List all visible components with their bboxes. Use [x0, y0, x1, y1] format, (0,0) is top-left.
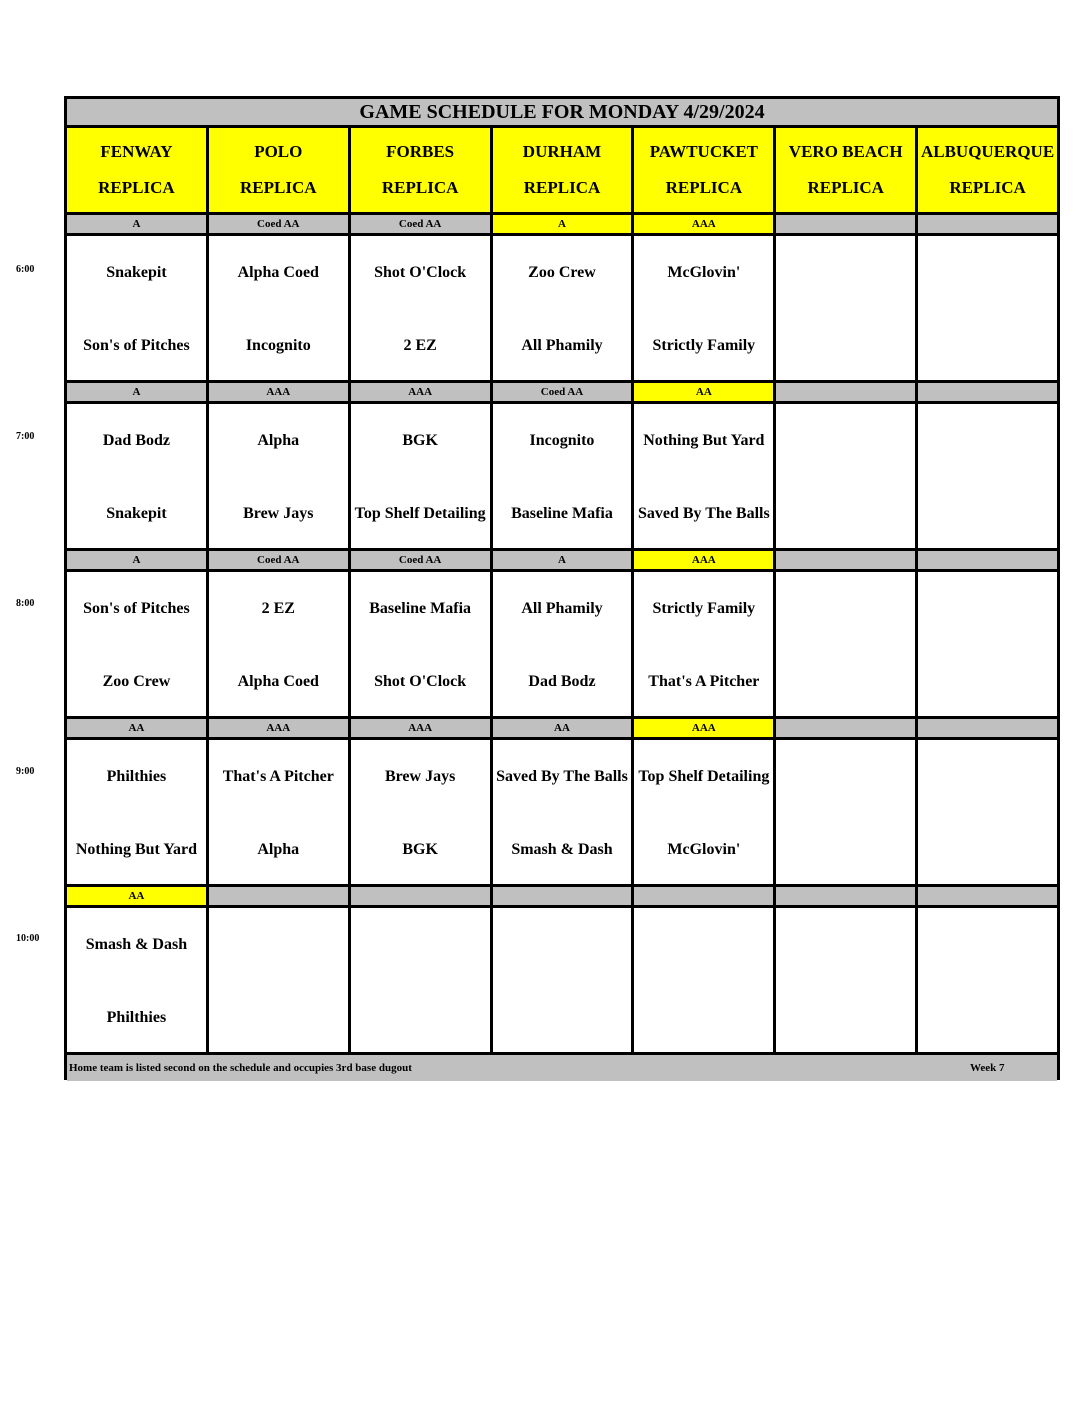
division-label: Coed AA: [351, 215, 490, 233]
field-sub: REPLICA: [381, 178, 459, 197]
game-cell: [209, 236, 348, 380]
away-team: Nothing But Yard: [643, 431, 765, 449]
away-team: [634, 922, 773, 966]
game-cell: [918, 572, 1057, 716]
game-cell: [918, 740, 1057, 884]
game-cell: [493, 404, 632, 548]
field-header: [67, 128, 206, 212]
field-name: DURHAM: [522, 142, 602, 161]
division-label: Coed AA: [351, 551, 490, 569]
away-team: [918, 418, 1057, 462]
away-team: Top Shelf Detailing: [638, 767, 770, 785]
away-team: [776, 418, 915, 462]
footer-note: Home team is listed second on the schedule and occupies 3rd base dugout: [69, 1062, 412, 1074]
home-team: Alpha Coed: [237, 672, 319, 690]
away-team: That's A Pitcher: [222, 767, 334, 785]
home-team: Zoo Crew: [102, 672, 171, 690]
game-cell: [209, 572, 348, 716]
field-name: POLO: [254, 142, 303, 161]
game-cell: [634, 404, 773, 548]
home-team: [918, 491, 1057, 535]
game-cell: [918, 404, 1057, 548]
home-team: [351, 995, 490, 1039]
away-team: Smash & Dash: [85, 935, 188, 953]
division-label: Coed AA: [209, 215, 348, 233]
game-cell: [351, 404, 490, 548]
home-team: Baseline Mafia: [511, 504, 613, 522]
home-team: Top Shelf Detailing: [354, 504, 486, 522]
away-team: [918, 922, 1057, 966]
away-team: Zoo Crew: [528, 263, 596, 281]
time-label: 6:00: [16, 264, 35, 275]
away-team: Strictly Family: [652, 599, 756, 617]
away-team: [918, 250, 1057, 294]
division-label: AAA: [634, 551, 773, 569]
division-label: AA: [67, 887, 206, 905]
home-team: [918, 323, 1057, 367]
away-team: Snakepit: [106, 263, 167, 281]
home-team: Smash & Dash: [511, 840, 613, 858]
game-cell: [634, 236, 773, 380]
game-cell: [634, 740, 773, 884]
field-name: ALBUQUERQUE: [920, 142, 1055, 161]
away-team: BGK: [402, 431, 438, 449]
home-team: [776, 323, 915, 367]
away-team: Dad Bodz: [102, 431, 170, 449]
game-cell: [918, 908, 1057, 1052]
home-team: [634, 995, 773, 1039]
home-team: Saved By The Balls: [637, 504, 770, 522]
home-team: [493, 995, 632, 1039]
away-team: Shot O'Clock: [374, 263, 467, 281]
field-header: [351, 128, 490, 212]
time-label: 9:00: [16, 766, 35, 777]
division-label: Coed AA: [209, 551, 348, 569]
division-label: [493, 887, 632, 905]
game-cell: [634, 908, 773, 1052]
game-cell: [776, 404, 915, 548]
time-label: 10:00: [16, 933, 40, 944]
division-label: AAA: [634, 719, 773, 737]
field-sub: REPLICA: [665, 178, 743, 197]
division-label: A: [493, 551, 632, 569]
home-team: BGK: [402, 840, 438, 858]
field-name: FENWAY: [100, 142, 173, 161]
division-label: [918, 719, 1057, 737]
away-team: All Phamily: [521, 599, 603, 617]
away-team: Baseline Mafia: [369, 599, 472, 617]
time-column: [0, 0, 64, 1408]
away-team: Alpha Coed: [237, 263, 319, 281]
away-team: 2 EZ: [261, 599, 295, 617]
week-label: Week 7: [970, 1062, 1005, 1074]
game-cell: [67, 740, 206, 884]
away-team: [918, 586, 1057, 630]
game-cell: [493, 908, 632, 1052]
division-label: AAA: [634, 215, 773, 233]
home-team: [776, 995, 915, 1039]
game-cell: [67, 572, 206, 716]
home-team: [776, 491, 915, 535]
home-team: Strictly Family: [652, 336, 756, 354]
home-team: [776, 827, 915, 871]
division-label: AAA: [209, 383, 348, 401]
division-label: A: [493, 215, 632, 233]
division-label: [776, 215, 915, 233]
field-sub: REPLICA: [98, 178, 175, 197]
game-cell: [493, 572, 632, 716]
division-label: [351, 887, 490, 905]
away-team: Philthies: [106, 767, 167, 785]
division-label: AAA: [351, 719, 490, 737]
home-team: Philthies: [106, 1008, 167, 1026]
field-header: [776, 128, 915, 212]
game-cell: [209, 908, 348, 1052]
division-label: [776, 887, 915, 905]
division-label: A: [67, 383, 206, 401]
division-label: AA: [67, 719, 206, 737]
game-cell: [67, 404, 206, 548]
division-label: [776, 383, 915, 401]
game-cell: [493, 236, 632, 380]
home-team: Brew Jays: [243, 504, 314, 522]
game-cell: [67, 908, 206, 1052]
home-team: That's A Pitcher: [648, 672, 760, 690]
division-label: [918, 215, 1057, 233]
home-team: Nothing But Yard: [75, 840, 198, 858]
away-team: McGlovin': [667, 263, 741, 281]
away-team: Alpha: [257, 431, 300, 449]
home-team: [209, 995, 348, 1039]
home-team: Son's of Pitches: [83, 336, 190, 354]
division-label: [918, 383, 1057, 401]
game-cell: [351, 572, 490, 716]
game-cell: [776, 572, 915, 716]
away-team: Incognito: [529, 431, 595, 449]
away-team: [918, 754, 1057, 798]
field-header: [634, 128, 773, 212]
division-label: [776, 551, 915, 569]
field-sub: REPLICA: [240, 178, 317, 197]
schedule-table: [64, 96, 1060, 1080]
game-cell: [776, 740, 915, 884]
away-team: [209, 922, 348, 966]
away-team: Brew Jays: [384, 767, 456, 785]
home-team: Alpha: [257, 840, 300, 858]
division-label: Coed AA: [493, 383, 632, 401]
away-team: Son's of Pitches: [83, 599, 190, 617]
division-label: [776, 719, 915, 737]
time-label: 7:00: [16, 431, 35, 442]
game-cell: [493, 740, 632, 884]
away-team: [776, 586, 915, 630]
division-label: [918, 551, 1057, 569]
home-team: [918, 827, 1057, 871]
home-team: [918, 659, 1057, 703]
away-team: [351, 922, 490, 966]
home-team: [776, 659, 915, 703]
division-label: A: [67, 215, 206, 233]
away-team: [493, 922, 632, 966]
division-label: [209, 887, 348, 905]
game-cell: [634, 572, 773, 716]
game-cell: [918, 236, 1057, 380]
field-name: FORBES: [386, 142, 455, 161]
division-label: AAA: [209, 719, 348, 737]
home-team: McGlovin': [667, 840, 741, 858]
home-team: [918, 995, 1057, 1039]
game-cell: [209, 404, 348, 548]
home-team: Snakepit: [106, 504, 167, 522]
game-cell: [67, 236, 206, 380]
division-label: [634, 887, 773, 905]
field-header: [209, 128, 348, 212]
game-cell: [351, 236, 490, 380]
game-cell: [776, 908, 915, 1052]
field-sub: REPLICA: [807, 178, 884, 197]
game-cell: [776, 236, 915, 380]
game-cell: [209, 740, 348, 884]
division-label: AA: [634, 383, 773, 401]
away-team: [776, 922, 915, 966]
field-name: PAWTUCKET: [649, 142, 758, 161]
division-label: AAA: [351, 383, 490, 401]
home-team: Shot O'Clock: [374, 672, 467, 690]
away-team: [776, 250, 915, 294]
schedule-footer: [67, 1055, 1057, 1081]
game-cell: [351, 740, 490, 884]
field-sub: REPLICA: [523, 178, 601, 197]
home-team: 2 EZ: [403, 336, 437, 354]
field-header: [918, 128, 1057, 212]
schedule-title: GAME SCHEDULE FOR MONDAY 4/29/2024: [67, 99, 1057, 125]
home-team: Incognito: [245, 336, 311, 354]
away-team: [776, 754, 915, 798]
home-team: All Phamily: [521, 336, 603, 354]
home-team: Dad Bodz: [528, 672, 596, 690]
field-name: VERO BEACH: [788, 142, 903, 161]
away-team: Saved By The Balls: [496, 767, 628, 785]
division-label: AA: [493, 719, 632, 737]
field-header: [493, 128, 632, 212]
division-label: A: [67, 551, 206, 569]
game-cell: [351, 908, 490, 1052]
division-label: [918, 887, 1057, 905]
time-label: 8:00: [16, 598, 35, 609]
field-sub: REPLICA: [949, 178, 1026, 197]
